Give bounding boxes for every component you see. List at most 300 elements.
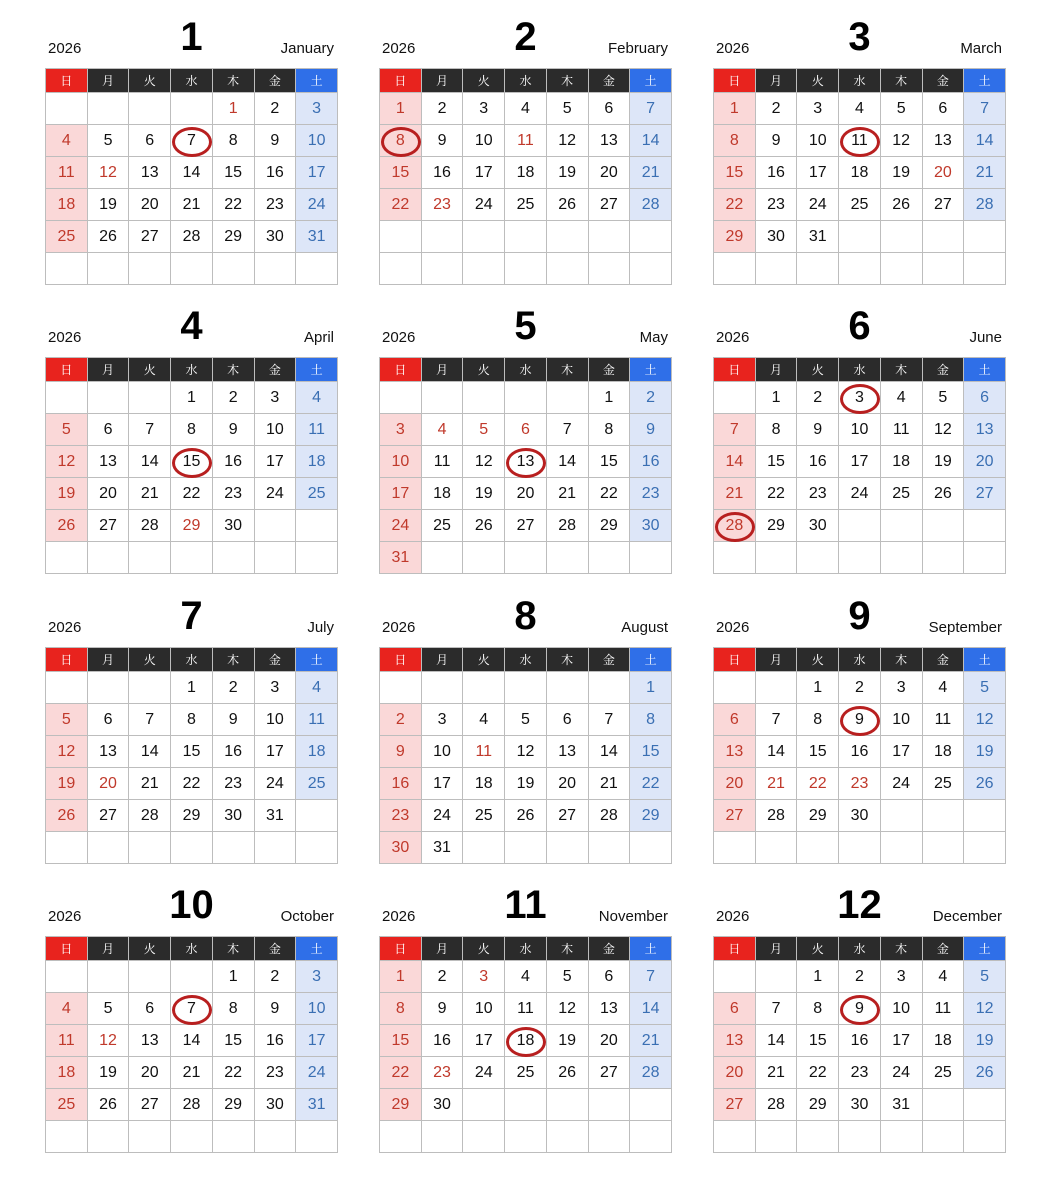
day-cell: [755, 1057, 797, 1089]
day-cell: [755, 414, 797, 446]
day-number: 1: [771, 388, 781, 406]
week-row: [380, 382, 672, 414]
day-cell: [254, 157, 296, 189]
day-number: 7: [604, 710, 614, 728]
day-cell: [254, 221, 296, 253]
day-cell: [87, 1025, 129, 1057]
day-cell: [254, 1089, 296, 1121]
day-cell: [755, 1121, 797, 1153]
day-cell: [714, 768, 756, 800]
day-cell: [380, 542, 422, 574]
day-number: 26: [57, 516, 76, 534]
weekday-header: 木: [546, 69, 588, 93]
day-cell: [171, 704, 213, 736]
day-number: 18: [933, 1031, 952, 1049]
day-number: 23: [224, 484, 243, 502]
day-cell: [964, 253, 1006, 285]
weekday-header: 日: [46, 937, 88, 961]
weekday-header: 日: [380, 937, 422, 961]
day-number: 17: [307, 163, 326, 181]
day-cell: [588, 736, 630, 768]
day-number: 6: [103, 420, 113, 438]
day-number: 18: [433, 484, 451, 502]
day-number: 30: [767, 227, 785, 245]
day-number: 21: [140, 774, 159, 792]
week-row: [714, 1057, 1006, 1089]
week-row: [380, 542, 672, 574]
day-cell: [797, 1121, 839, 1153]
day-cell: [755, 672, 797, 704]
day-cell: [880, 1025, 922, 1057]
day-number: 11: [475, 742, 493, 760]
day-number: 12: [516, 742, 535, 760]
day-number: 16: [641, 452, 660, 470]
weekday-header: 土: [630, 937, 672, 961]
day-cell: [254, 414, 296, 446]
day-number: 22: [391, 195, 410, 213]
day-cell: [880, 157, 922, 189]
day-number: 14: [641, 131, 660, 149]
month-header: [713, 882, 1006, 936]
day-cell: [296, 510, 338, 542]
month-name: June: [969, 329, 1002, 346]
day-number: 1: [187, 388, 196, 406]
week-row: [380, 1057, 672, 1089]
weekday-header: 水: [171, 937, 213, 961]
day-cell: [505, 382, 547, 414]
day-cell: [212, 125, 254, 157]
weekday-header: 土: [296, 648, 338, 672]
day-cell: [964, 125, 1006, 157]
day-cell: [964, 961, 1006, 993]
week-row: [714, 704, 1006, 736]
day-number: 5: [938, 388, 948, 406]
weekday-header: 土: [296, 937, 338, 961]
day-cell: [129, 736, 171, 768]
month-name: November: [598, 908, 668, 925]
month-number: 11: [504, 883, 547, 927]
day-cell: [129, 382, 171, 414]
day-number: 1: [813, 678, 823, 696]
day-cell: [421, 1057, 463, 1089]
week-row: [46, 542, 338, 574]
day-number: 16: [433, 163, 451, 181]
day-cell: [546, 1089, 588, 1121]
day-cell: [254, 542, 296, 574]
month-september: [713, 593, 1006, 864]
day-number: 28: [182, 1095, 201, 1113]
day-cell: [421, 189, 463, 221]
weekday-header: 水: [171, 648, 213, 672]
week-row: [46, 157, 338, 189]
day-cell: [87, 253, 129, 285]
day-cell: [546, 1057, 588, 1089]
month-number: 5: [514, 304, 537, 348]
day-number: 7: [771, 999, 781, 1017]
day-cell: [380, 736, 422, 768]
day-number: 21: [767, 774, 785, 792]
day-cell: [171, 414, 213, 446]
day-number: 22: [725, 195, 744, 213]
day-cell: [212, 542, 254, 574]
day-cell: [296, 832, 338, 864]
day-cell: [254, 446, 296, 478]
day-cell: [421, 414, 463, 446]
weekday-header-row: [46, 937, 338, 961]
day-cell: [505, 189, 547, 221]
day-cell: [630, 993, 672, 1025]
day-number: 3: [479, 99, 489, 117]
weekday-header: 土: [296, 358, 338, 382]
weekday-header: 金: [588, 358, 630, 382]
day-number: 16: [850, 742, 869, 760]
day-number: 12: [57, 742, 76, 760]
day-cell: [505, 672, 547, 704]
day-cell: [505, 414, 547, 446]
day-number: 22: [808, 1063, 827, 1081]
day-cell: [839, 993, 881, 1025]
day-cell: [212, 221, 254, 253]
weekday-header: 木: [212, 648, 254, 672]
day-cell: [546, 800, 588, 832]
month-header: [45, 14, 338, 68]
day-cell: [212, 1121, 254, 1153]
day-number: 23: [808, 484, 827, 502]
day-cell: [755, 446, 797, 478]
day-cell: [588, 414, 630, 446]
day-cell: [380, 800, 422, 832]
month-header: [379, 882, 672, 936]
month-number: 2: [514, 15, 537, 59]
day-number: 13: [99, 742, 117, 760]
day-number: 23: [850, 774, 869, 792]
day-cell: [964, 736, 1006, 768]
week-row: [714, 1121, 1006, 1153]
day-number: 1: [604, 388, 614, 406]
day-cell: [714, 446, 756, 478]
day-number: 31: [391, 548, 410, 566]
week-row: [714, 157, 1006, 189]
day-cell: [87, 542, 129, 574]
day-cell: [421, 446, 463, 478]
day-cell: [922, 993, 964, 1025]
day-number: 11: [934, 710, 952, 728]
day-number: 7: [562, 420, 572, 438]
day-number: 26: [558, 1063, 577, 1081]
day-cell: [546, 1025, 588, 1057]
week-row: [46, 832, 338, 864]
weekday-header: 火: [129, 937, 171, 961]
day-cell: [212, 478, 254, 510]
day-cell: [630, 1089, 672, 1121]
day-number: 3: [395, 420, 405, 438]
day-cell: [380, 253, 422, 285]
day-number: 9: [437, 131, 447, 149]
day-number: 18: [307, 452, 326, 470]
day-cell: [171, 542, 213, 574]
day-cell: [546, 672, 588, 704]
day-number: 24: [307, 195, 326, 213]
day-cell: [421, 768, 463, 800]
week-row: [380, 832, 672, 864]
day-cell: [171, 157, 213, 189]
day-number: 5: [103, 131, 113, 149]
week-row: [380, 961, 672, 993]
month-april: [45, 303, 338, 574]
day-cell: [588, 542, 630, 574]
week-row: [46, 1121, 338, 1153]
weekday-header: 木: [546, 358, 588, 382]
day-cell: [839, 704, 881, 736]
month-july: [45, 593, 338, 864]
day-number: 13: [599, 131, 618, 149]
day-cell: [880, 1089, 922, 1121]
day-number: 8: [187, 710, 196, 728]
day-cell: [964, 1121, 1006, 1153]
weekday-header: 日: [380, 69, 422, 93]
day-cell: [755, 93, 797, 125]
day-cell: [714, 221, 756, 253]
day-cell: [296, 221, 338, 253]
day-cell: [588, 704, 630, 736]
day-cell: [797, 382, 839, 414]
day-number: 10: [850, 420, 869, 438]
month-february: [379, 14, 672, 285]
day-number: 5: [980, 967, 990, 985]
week-row: [46, 253, 338, 285]
year-label: 2026: [382, 329, 416, 346]
weekday-header: 土: [630, 358, 672, 382]
day-cell: [714, 253, 756, 285]
week-row: [380, 189, 672, 221]
day-number: 3: [896, 678, 906, 696]
day-number: 13: [140, 163, 159, 181]
day-number: 9: [270, 131, 280, 149]
day-number: 31: [892, 1095, 911, 1113]
day-number: 30: [641, 516, 660, 534]
day-number: 18: [474, 774, 493, 792]
day-cell: [296, 414, 338, 446]
day-number: 5: [521, 710, 530, 728]
day-cell: [755, 125, 797, 157]
day-cell: [964, 768, 1006, 800]
day-cell: [505, 157, 547, 189]
day-number: 4: [521, 99, 530, 117]
day-number: 31: [433, 838, 451, 856]
day-number: 2: [813, 388, 823, 406]
month-table: [713, 936, 1006, 1153]
day-cell: [630, 800, 672, 832]
day-number: 29: [767, 516, 785, 534]
day-cell: [171, 478, 213, 510]
day-cell: [546, 542, 588, 574]
day-cell: [755, 993, 797, 1025]
weekday-header: 水: [839, 69, 881, 93]
day-cell: [714, 832, 756, 864]
month-number: 10: [169, 883, 214, 927]
day-cell: [797, 1089, 839, 1121]
day-cell: [46, 1025, 88, 1057]
day-number: 24: [892, 1063, 911, 1081]
day-number: 24: [474, 195, 493, 213]
day-cell: [171, 510, 213, 542]
day-number: 29: [599, 516, 618, 534]
day-number: 12: [975, 710, 994, 728]
day-cell: [46, 189, 88, 221]
month-name: October: [280, 908, 334, 925]
day-number: 23: [265, 1063, 284, 1081]
day-cell: [546, 1121, 588, 1153]
day-number: 8: [604, 420, 614, 438]
day-cell: [630, 478, 672, 510]
day-number: 19: [558, 163, 577, 181]
day-cell: [880, 414, 922, 446]
day-cell: [755, 253, 797, 285]
day-number: 18: [516, 163, 535, 181]
weekday-header: 日: [714, 648, 756, 672]
day-number: 6: [521, 420, 530, 438]
day-number: 27: [599, 195, 618, 213]
day-number: 26: [99, 1095, 117, 1113]
day-cell: [296, 800, 338, 832]
month-october: [45, 882, 338, 1153]
day-cell: [380, 414, 422, 446]
day-number: 29: [808, 806, 827, 824]
week-row: [380, 93, 672, 125]
day-number: 20: [725, 1063, 744, 1081]
day-cell: [87, 382, 129, 414]
day-number: 26: [975, 774, 994, 792]
day-number: 24: [892, 774, 911, 792]
day-cell: [630, 125, 672, 157]
weekday-header: 金: [588, 937, 630, 961]
day-cell: [380, 446, 422, 478]
day-number: 16: [224, 452, 243, 470]
day-cell: [922, 93, 964, 125]
day-cell: [463, 704, 505, 736]
day-number: 10: [474, 131, 493, 149]
day-cell: [588, 800, 630, 832]
day-number: 21: [725, 484, 744, 502]
day-cell: [546, 510, 588, 542]
day-number: 11: [517, 131, 534, 149]
weekday-header: 火: [463, 358, 505, 382]
day-cell: [171, 93, 213, 125]
day-number: 22: [808, 774, 827, 792]
day-cell: [588, 157, 630, 189]
day-number: 3: [312, 99, 322, 117]
day-cell: [463, 414, 505, 446]
day-cell: [839, 414, 881, 446]
day-cell: [212, 1089, 254, 1121]
weekday-header: 月: [421, 69, 463, 93]
day-number: 30: [391, 838, 410, 856]
day-cell: [839, 253, 881, 285]
month-number: 8: [514, 594, 537, 638]
day-number: 14: [599, 742, 618, 760]
day-cell: [87, 1057, 129, 1089]
day-cell: [87, 189, 129, 221]
weekday-header-row: [714, 358, 1006, 382]
month-table: [379, 357, 672, 574]
day-number: 8: [813, 999, 823, 1017]
day-number: 5: [562, 99, 572, 117]
day-cell: [46, 542, 88, 574]
day-number: 13: [558, 742, 577, 760]
day-number: 31: [808, 227, 827, 245]
week-row: [46, 1057, 338, 1089]
day-cell: [964, 704, 1006, 736]
day-cell: [755, 704, 797, 736]
day-number: 14: [140, 742, 159, 760]
day-number: 31: [307, 227, 326, 245]
day-cell: [87, 832, 129, 864]
day-cell: [797, 189, 839, 221]
day-cell: [171, 382, 213, 414]
day-cell: [714, 189, 756, 221]
weekday-header: 火: [797, 937, 839, 961]
day-number: 8: [228, 131, 238, 149]
weekday-header: 土: [964, 937, 1006, 961]
day-cell: [839, 1089, 881, 1121]
day-cell: [922, 1057, 964, 1089]
day-cell: [380, 672, 422, 704]
circled-day-number: 13: [516, 452, 535, 470]
day-cell: [505, 832, 547, 864]
day-number: 9: [395, 742, 405, 760]
day-number: 26: [975, 1063, 994, 1081]
day-cell: [755, 1025, 797, 1057]
day-cell: [922, 961, 964, 993]
day-cell: [880, 510, 922, 542]
day-cell: [714, 510, 756, 542]
day-number: 4: [521, 967, 530, 985]
circled-day-number: 9: [855, 999, 864, 1017]
day-cell: [129, 478, 171, 510]
day-cell: [254, 125, 296, 157]
day-number: 2: [270, 967, 280, 985]
month-name: September: [928, 619, 1002, 636]
day-number: 15: [224, 1031, 243, 1049]
day-cell: [755, 800, 797, 832]
day-cell: [964, 1057, 1006, 1089]
day-number: 9: [270, 999, 280, 1017]
day-cell: [87, 157, 129, 189]
day-cell: [839, 221, 881, 253]
day-number: 8: [771, 420, 781, 438]
day-cell: [212, 800, 254, 832]
day-number: 3: [896, 967, 906, 985]
day-number: 27: [558, 806, 577, 824]
day-cell: [839, 93, 881, 125]
weekday-header: 金: [254, 648, 296, 672]
day-cell: [964, 1025, 1006, 1057]
day-cell: [171, 221, 213, 253]
day-cell: [421, 961, 463, 993]
circled-day-number: 7: [187, 999, 196, 1017]
day-number: 2: [771, 99, 781, 117]
weekday-header: 月: [87, 69, 129, 93]
day-cell: [922, 478, 964, 510]
day-cell: [630, 382, 672, 414]
week-row: [46, 510, 338, 542]
month-header: [45, 593, 338, 647]
weekday-header: 火: [463, 937, 505, 961]
day-number: 14: [558, 452, 577, 470]
week-row: [714, 382, 1006, 414]
day-number: 20: [933, 163, 952, 181]
day-number: 28: [558, 516, 577, 534]
